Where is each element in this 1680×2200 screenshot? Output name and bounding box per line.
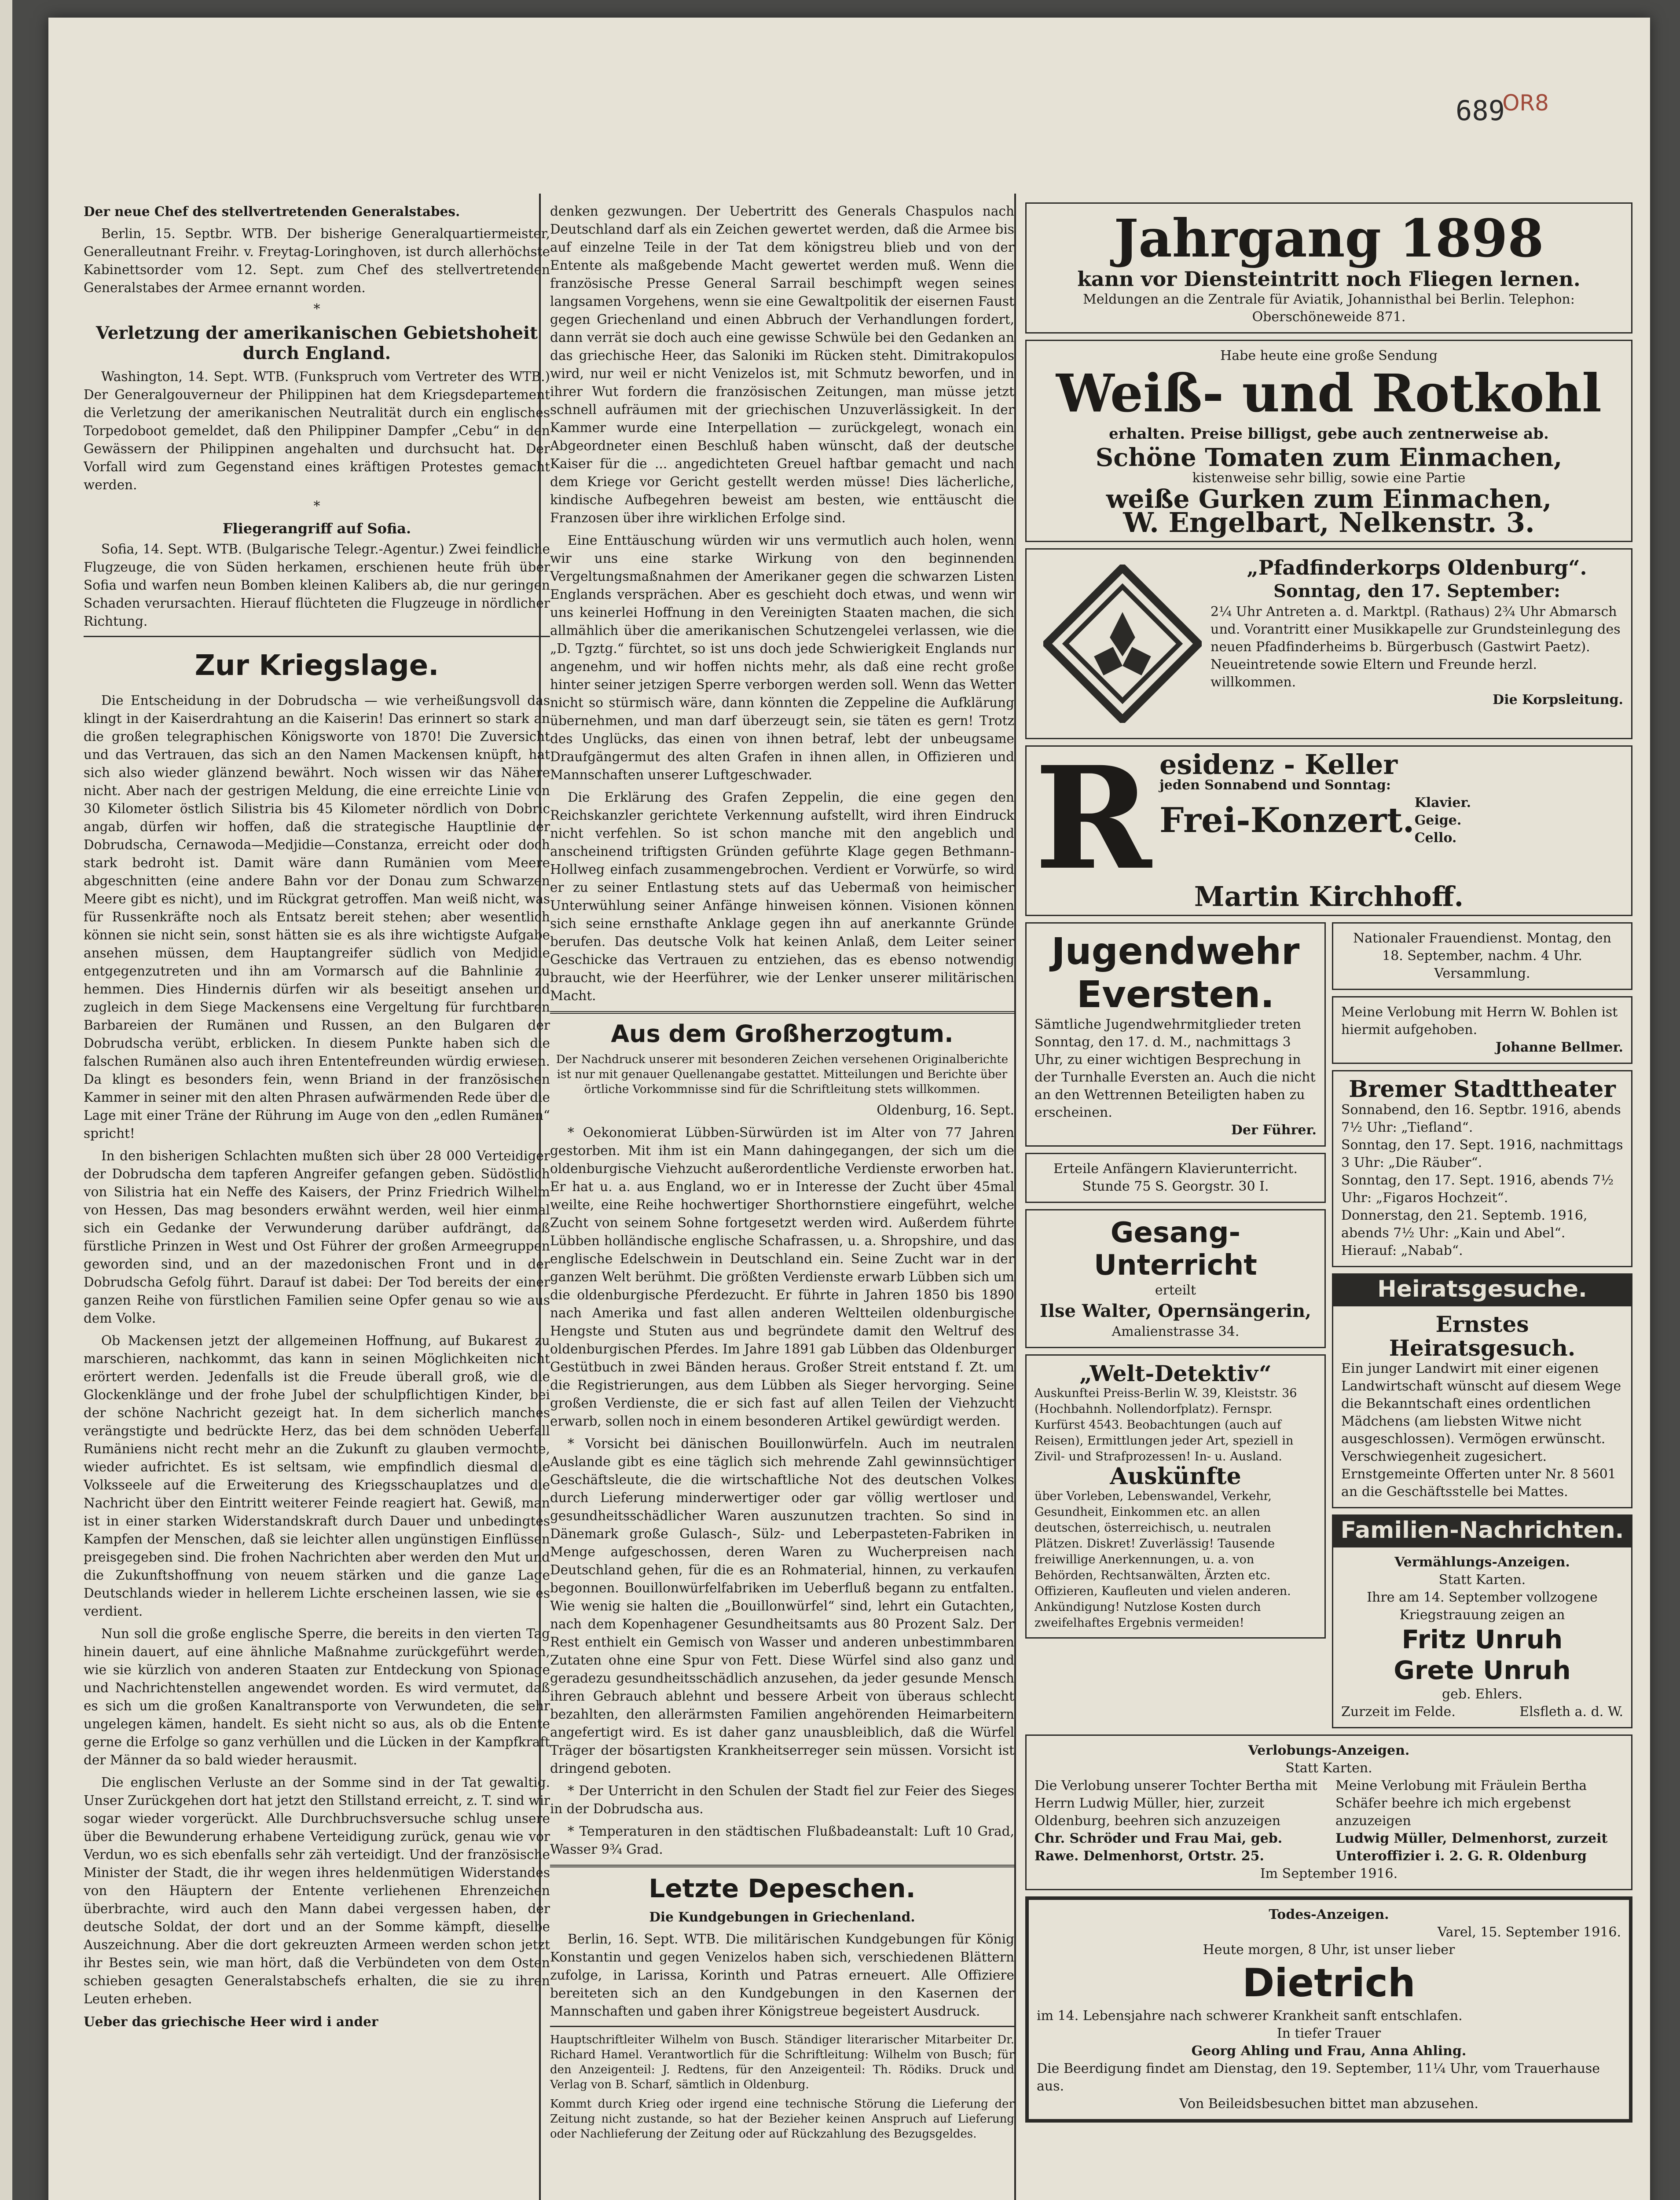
ad-text: im 14. Lebensjahre nach schwerer Krankheit sanft entschlafen. [1037, 2008, 1463, 2024]
ad-text: Ihre am 14. September vollzogene Kriegstrauung zeigen an [1367, 1590, 1598, 1623]
divider [550, 1011, 1014, 1014]
divider [84, 636, 550, 637]
ad-text: Meine Verlobung mit Herrn W. Bohlen ist hiermit aufgehoben. [1341, 1005, 1618, 1038]
article-paragraph: Nun soll die große englische Sperre, die bereits in den vierten Tag hinein dauert, auf eine ähnliche Maßnahme zurückgeführt werden, wie sie kürzlich von anderen Staaten zur Entdeckung von Spionage und Nachrichtenstellen angewendet worden. Es wird vermutet, daß es sich um die großen Kanaltransporte von Verwundeten, die sehr ungelegen kämen, handelt. Es sieht nicht so aus, als ob die Entente gerne die Erfolge so ganz verhüllen und die Lücken in der Kampfkraft der Männer da so bald wieder herausmit. [84, 1626, 550, 1767]
pfadfinder-emblem-icon [1034, 556, 1210, 732]
ad-frauendienst [1332, 922, 1632, 990]
ad-verlobung [1025, 1734, 1632, 1890]
article-paragraph: Die Entscheidung in der Dobrudscha — wie verheißungsvoll das klingt in der Kaiserdrahtung an die Kaiserin! Das erinnert so stark an die großen telegraphischen Königsworte von 1870! Die Zuversicht und das Vertrauen, das sich an den Namen Mackensen knüpft, hat sich also wieder glänzend bewährt. Noch wissen wir das Nähere nicht. Aber nach der gestrigen Meldung, die eine erreichte Linie von 30 Kilometer östlich Silistria bis 45 Kilometer nördlich von Dobric angab, dürfen wir hoffen, daß die strategische Hauptlinie der Dobrudscha, Cernawoda—Medjidie—Constanza, erreicht oder doch stark bedroht ist. Damit wäre dann Rumänien vom Meere abgeschnitten (eine andere Bahn vor der Donau zum Schwarzen Meere gibt es nicht), und im Rückgrat getroffen. Man weiß nicht, was für Russenkräfte noch als Entsatz bereit stehen; aber wesentlich können sie nicht sein, sonst hätten sie es als ihre wichtigste Aufgabe ansehen müssen, dem Hauptangreifer südlich von Medjidie entgegenzutreten und ihn am Vormarsch auf die Bahnlinie zu hemmen. Dies Hindernis dürfen wir als beseitigt ansehen und zugleich in dem Siege Mackensens eine Vergeltung für furchtbaren Barbareien der Rumänen und Russen, an den Bulgaren der Dobrudscha verübt, erblicken. In diesem Punkte haben sich die falschen Rumänen also auch ihren Ententefreunden würdig erwiesen. Da klingt es besonders fein, wenn Briand in der französischen Kammer in seiner mit den alten Phrasen aufwärmenden Rede über die Lage mit einer Träne der Rührung im Auge von den „edlen Rumänen“ spricht! [84, 693, 550, 1141]
ad-location: Elsfleth a. d. W. [1519, 1704, 1623, 1720]
column-2 [550, 202, 1014, 2146]
article-paragraph: Berlin, 16. Sept. WTB. Die militärischen Kundgebungen für König Konstantin und gegen Venizelos haben sich, verschiedenen Blättern zufolge, in Larissa, Korinth und Patras erneuert. Alle Offiziere bereiteten sich an den Kundgebungen in den Kasernen der Mannschaften und gaben ihrer Königstreue begeistert Ausdruck. [550, 1932, 1014, 2019]
ad-line: Schöne Tomaten zum Einmachen, [1095, 443, 1563, 472]
ad-pfadfinder [1025, 548, 1632, 739]
article-title: Fliegerangriff auf Sofia. [222, 520, 411, 537]
ad-text: Meine Verlobung mit Fräulein Bertha Schäfer beehre ich mich ergebenst anzuzeigen [1335, 1778, 1587, 1829]
ad-signature: Ludwig Müller, Delmenhorst, zurzeit Unteroffizier i. 2. G. R. Oldenburg [1335, 1831, 1608, 1864]
ad-subheading: Vermählungs-Anzeigen. [1394, 1555, 1570, 1570]
divider [550, 2026, 1014, 2027]
divider [550, 1865, 1014, 1867]
ad-line: W. Engelbart, Nelkenstr. 3. [1123, 506, 1535, 539]
ad-signature: Chr. Schröder und Frau Mai, geb. Rawe. Delmenhorst, Ortstr. 25. [1034, 1831, 1283, 1864]
ad-name: Fritz Unruh [1401, 1624, 1563, 1654]
article-paragraph: Die englischen Verluste an der Somme sind in der Tat gewaltig. Unser Zurückgehen dort hat jetzt den Stillstand erreicht, z. T. sind wir sogar wieder vorgerückt. Alle Durchbruchsversuche schlug unsere über die Bewunderung erhabene Verteidigung zurück, genau wie vor Verdun, wo es sich ebenfalls sehr zäh verteidigt. Und der französische Minister der Stadt, die ihr wegen ihres heldenmütigen Widerstandes von den Häuptern der Entente verliehenen Ehrenzeichen überbrachte, wird auch den Mann dabei vergessen haben, der deutsche Soldat, der dort und an der Somme kämpft, dieselbe Auszeichnung. Aber die dort gekreuzten Armeen werden schon jetzt ihr Bestes sein, wie man hört, daß die Verbündeten von dem Osten schieben gesagten Generalstabschefs erhalten, die sie zu ihren Leuten erheben. [84, 1775, 550, 2006]
ad-subtitle: jeden Sonnabend und Sonntag: [1159, 777, 1391, 793]
article-paragraph: * Oekonomierat Lübben-Sürwürden ist im Alter von 77 Jahren gestorben. Mit ihm ist ein Mann dahingegangen, der sich um die oldenburgische Viehzucht außerordentliche Verdienste erworben hat. Er hat u. a. aus England, wo er in Interesse der Zucht über 45mal weilte, eine Reihe hochwertiger Shorthornstiere eingeführt, welche Zucht von seinem Sohne fortgesetzt werden wird. Außerdem führte Lübben holländische englische Schafrassen, u. a. Shropshire, und das englische Edelschwein in Deutschland ein. Seine Zucht war in der ganzen Welt berühmt. Die größten Verdienste erwarb Lübben sich um die oldenburgische Pferdezucht. Er führte in Jahren 1850 bis 1890 nach Amerika und fast allen anderen Weltteilen oldenburgische Hengste und Stuten aus und begründete damit den Weltruf des oldenburgischen Pferdes. Im Jahre 1891 gab Lübben das Oldenburger Gestütbuch in zwei Bänden heraus. Großer Streit entstand f. Zt. um die Registrierungen, aus dem Lübben als Sieger hervorging. Seine großen Verdienste, die er sich fast auf allen Teilen der Viehzucht erwarb, sollen noch in einem besonderen Artikel gewürdigt werden. [550, 1125, 1014, 1429]
archive-stamp: OR8 [1502, 90, 1549, 116]
ad-text: Heute morgen, 8 Uhr, ist unser lieber [1203, 1942, 1455, 1958]
ad-text: Von Beileidsbesuchen bittet man abzusehen. [1179, 2096, 1478, 2112]
article-paragraph: * Temperaturen in den städtischen Flußbadeanstalt: Luft 10 Grad, Wasser 9¾ Grad. [550, 1824, 1014, 1857]
article-title: Der neue Chef des stellvertretenden Generalstabes. [84, 204, 460, 219]
ad-text: Die Verlobung unserer Tochter Bertha mit Herrn Ludwig Müller, hier, zurzeit Oldenburg, beehren sich anzuzeigen [1034, 1778, 1317, 1829]
column-1 [48, 202, 550, 2035]
category-bar: Heiratsgesuche. [1332, 1273, 1632, 1305]
ad-heading: Habe heute eine große Sendung [1220, 348, 1438, 363]
ad-signature: Die Korpsleitung. [1493, 692, 1623, 708]
ad-text: In tiefer Trauer [1277, 2026, 1381, 2041]
ad-line: weiße Gurken zum Einmachen, [1106, 484, 1552, 514]
separator-star: * [313, 301, 320, 317]
ad-kohl [1025, 340, 1632, 542]
ad-title: Weiß- und Rotkohl [1056, 363, 1602, 424]
ad-name: Ilse Walter, Opernsängerin, [1040, 1301, 1311, 1321]
ad-subtitle: kann vor Diensteintritt noch Fliegen lernen. [1077, 267, 1581, 291]
section-title: Aus dem Großherzogtum. [611, 1020, 954, 1048]
section-title: Letzte Depeschen. [649, 1874, 916, 1903]
ad-instruments: Klavier. Geige. Cello. [1414, 795, 1471, 846]
ad-todesanzeige [1025, 1896, 1632, 2123]
section-subtitle: Die Kundgebungen in Griechenland. [649, 1909, 915, 1925]
article-paragraph: Die Erklärung des Grafen Zeppelin, die eine gegen den Reichskanzler gerichtete Verkennung aufstellt, wird ihren Eindruck nicht verfehlen. So ist schon manche mit den angeblich und anscheinend triftigsten Gründen geführte Klage gegen Bethmann-Hollweg einfach zusammengebrochen. Verdient er Vorwürfe, so wird er zu seiner Entlastung stets auf das Uebermaß von heimischer Unterwühlung seiner Anfänge hinweisen können. Visionen können sich seine ernsthafte Anklage gegen ihn auf anerkannte Gründe berufen. Das deutsche Volk hat keinen Anlaß, dem Leiter seiner Geschicke das Vertrauen zu entziehen, das es ebenso notwendig braucht, wie der Heerführer, wie der Lenker unserer militärischen Macht. [550, 790, 1014, 1003]
article-body: Washington, 14. Sept. WTB. (Funkspruch vom Vertreter des WTB.) Der Generalgouverneur der Philippinen hat dem Kriegsdepartement die Verletzung der amerikanischen Neutralität durch ein englisches Torpedoboot gemeldet, daß den Philippiner Dampfer „Cebu“ in den Gewässern der Philippinen angehalten und durchsucht hat. Der Vorfall wird zum Gegenstand eines kräftigen Protestes gemacht werden. [84, 369, 550, 492]
imprint: Hauptschriftleiter Wilhelm von Busch. Ständiger literarischer Mitarbeiter Dr. Richard Hamel. Verantwortlich für die Schriftleitung: Wilhelm von Busch; für den Anzeigenteil: J. Redtens, für den Anzeigenteil: Th. Rödiks. Druck und Verlag von B. Scharf, sämtlich in Oldenburg. [550, 2033, 1014, 2091]
ad-name: Dietrich [1242, 1960, 1416, 2006]
ad-text: Sämtliche Jugendwehrmitglieder treten Sonntag, den 17. d. M., nachmittags 3 Uhr, zu einer wichtigen Besprechung in der Turnhalle Eversten an. Auch die nicht an den Wettrennen Beteiligten haben zu erscheinen. [1034, 1017, 1316, 1120]
ad-signature: Johanne Bellmer. [1495, 1040, 1623, 1055]
article-paragraph: Ob Mackensen jetzt der allgemeinen Hoffnung, auf Bukarest zu marschieren, nachkommt, das kann in seinen Möglichkeiten nicht erörtert werden. Jedenfalls ist die Freude überall groß, wie die Glockenklänge und der frohe Jubel der schulpflichtigen Kinder, bei der schöne Nachricht gezeigt hat. In dem sicherlich manches verängstigte und bedrückte Herz, das bei dem schnöden Ueberfall Rumäniens nicht recht mehr an die Zukunft zu glauben vermochte, wieder aufrichtet. Es ist seltsam, wie empfindlich diesmal die Volksseele auf die Erweiterung des Kriegsschauplatzes und die Nachricht über den Eintritt weiterer Feinde reagiert hat. Gewiß, man ist in einer starken Widerstandskraft durch Dauer und unbedingtes Kampfen der Menschen, daß sie leichter allen ungünstigen Einflüssen preisgegeben sind. Die frohen Nachrichten aber werden den Mut und die Zukunftshoffnung von neuem stärken und die ganze Lage Deutschlands wieder in hellerem Lichte erscheinen lassen, wie sie es verdient. [84, 1333, 550, 1619]
section-title: Zur Kriegslage. [194, 649, 439, 682]
ad-big: Auskünfte [1110, 1463, 1241, 1490]
article-paragraph: * Vorsicht bei dänischen Bouillonwürfeln. Auch im neutralen Auslande gibt es eine täglich sich mehrende Zahl gewinnsüchtiger Geschäftsleute, die die wirtschaftliche Not des deutschen Volkes durch Lieferung minderwertiger oder gar völlig wertloser und gesundheitsschädlicher Waren auszunutzen trachten. So sind in Dänemark große Gulasch-, Sülz- und Leberpasteten-Fabriken in Menge aufgeschossen, deren Waren zu Wucherpreisen nach Deutschland gehen, für die es an Rohmaterial, hinnen, zu verkaufen begonnen. Bouillonwürfelfabriken im Ueberfluß begann zu entfalten. Wie wenig sie halten die „Bouillonwürfel“ sind, lehrt ein Gutachten, nach dem Kopenhagener Gesundheitsamts aus 80 Prozent Salz. Der Rest enthielt ein Gemisch von Wasser und anderen unbestimmbaren Zutaten ohne eine Spur von Fett. Diese Würfel sind also ganz und geradezu gesundheitsschädlich anzusehen, da jeder gesunde Mensch ihren Gebrauch ablehnt und bessere Arbeit von überaus schlecht bezahlten, den allerärmsten Familien angehörenden Heimarbeitern angefertigt wird. Es ist daher ganz unausbleiblich, daß die Würfel Träger der bösartigsten Krankheitserreger sein müssen. Vorsicht ist dringend geboten. [550, 1436, 1014, 1776]
ad-initial: R [1034, 745, 1152, 901]
ad-heiratsgesuch [1332, 1305, 1632, 1508]
article-body: Berlin, 15. Septbr. WTB. Der bisherige Generalquartiermeister, Generalleutnant Freihr. v. Freytag-Loringhoven, ist durch allerhöchste Kabinettsorder vom 12. Sept. zum Chef des stellvertretenden Generalstabes der Armee ernannt worden. [84, 226, 550, 295]
ad-vermaehlung [1332, 1546, 1632, 1728]
ad-subheading: Verlobungs-Anzeigen. [1248, 1743, 1410, 1758]
ad-name: Martin Kirchhoff. [1194, 880, 1464, 913]
category-bar: Familien-Nachrichten. [1332, 1514, 1632, 1546]
ad-klavier [1025, 1153, 1326, 1203]
ad-statt: Statt Karten. [1285, 1760, 1372, 1776]
article-title: Verletzung der amerikanischen Gebietshoheit durch England. [96, 323, 538, 363]
ad-title: Gesang-Unterricht [1094, 1217, 1257, 1282]
ad-text: Auskunftei Preiss-Berlin W. 39, Kleiststr. 36 (Hochbahnh. Nollendorfplatz). Fernspr. Kurfürst 4543. Beobachtungen (auch auf Reisen), Ermittlungen jeder Art, speziell in Zivil- und Strafprozessen! In- u. Ausland. [1034, 1386, 1297, 1463]
ad-title: esidenz - Keller [1159, 748, 1398, 781]
ad-title: Bremer Stadttheater [1349, 1076, 1616, 1103]
ad-title: Jugendwehr Eversten. [1051, 930, 1300, 1016]
ad-name: Grete Unruh [1394, 1655, 1571, 1685]
ad-title: Jahrgang 1898 [1114, 208, 1544, 269]
ad-signature: Georg Ahling und Frau, Anna Ahling. [1191, 2043, 1467, 2059]
ad-line: erhalten. Preise billigst, gebe auch zentnerweise ab. [1109, 425, 1549, 443]
article-paragraph: Eine Enttäuschung würden wir uns vermutlich auch holen, wenn wir uns eine starke Wirkung von den beginnenden Vergeltungsmaßnahmen der Amerikaner gegen die schwarzen Listen Englands versprächen. Aber es geschieht doch etwas, und wenn wir uns keinerlei Hoffnung in den Vereinigten Staaten machen, die sich allmählich über die amerikanischen Schutzengelei verlassen, wie die „D. Tgztg.“ fürchtet, so ist uns doch jede Schwierigkeit Englands nur angenehm, und wir hoffen nichts mehr, als daß eine recht große hinter seiner jetzigen Sperre verborgen werden soll. Wenn das Wetter nicht so stürmisch wäre, dann könnten die Zeppeline die Aufklärung übernehmen, und man darf überzeugt sein, sie täten es gern! Trotz des Unglücks, das einen von ihnen betraf, lebt der unbeugsame Draufgängermut des alten Grafen in ihnen allen, in Offizieren und Mannschaften unserer Luftgeschwader. [550, 533, 1014, 782]
ad-text: Sonnabend, den 16. Septbr. 1916, abends 7½ Uhr: „Tiefland“. [1341, 1102, 1621, 1135]
ad-jahrgang [1025, 202, 1632, 334]
ad-text: Sonntag, den 17. Sept. 1916, nachmittags 3 Uhr: „Die Räuber“. [1341, 1137, 1623, 1170]
ad-text: Meldungen an die Zentrale für Aviatik, Johannisthal bei Berlin. Telephon: Oberschöneweide 871. [1083, 292, 1575, 325]
ad-text: geb. Ehlers. [1442, 1687, 1523, 1702]
ad-title: Ernstes Heiratsgesuch. [1389, 1311, 1576, 1361]
ad-text: Die Beerdigung findet am Dienstag, den 19. September, 11¼ Uhr, vom Trauerhause aus. [1037, 2061, 1600, 2094]
ad-signature: Der Führer. [1231, 1122, 1317, 1138]
ad-text: über Vorleben, Lebenswandel, Verkehr, Gesundheit, Einkommen etc. an allen deutschen, österreichisch, u. neutralen Plätzen. Diskret! Zuverlässig! Tausende freiwillige Anerkennungen, u. a. von Behörden, Rechtsanwälten, Ärzten etc. Offizieren, Kaufleuten und vielen anderen. Ankündigung! Nutzlose Kosten durch zweifelhaftes Ergebnis vermeiden! [1034, 1489, 1291, 1630]
article-paragraph: denken gezwungen. Der Uebertritt des Generals Chaspulos nach Deutschland darf als ein Zeichen gewertet werden, daß die Armee bis auf einzelne Teile in der Tat dem königstreu blieb und von der Entente als maßgebende Macht gewertet werden muß. Wenn die französische Presse General Sarrail beschimpft wegen seines langsamen Vorgehens, wenn sie eine Gewaltpolitik der eisernen Faust gegen Griechenland und einen Abbruch der Verhandlungen fordert, dann verrät sie doch auch eine gewisse Schwüle bei den Gedanken an das griechische Heer, das Saloniki im Rücken steht. Dimitrakopulos wird, nur weil er nicht Venizelos ist, mit Schmutz beworfen, und in ihrer Wut fordern die französischen Zeitungen, man müsse jetzt schnell aufräumen mit der griechischen Unzuverlässigkeit. In der Kammer wurde eine Interpellation — zurückgelegt, wonach ein Abgeordneter einen Beschluß haben wünscht, daß der deutsche Kaiser für die ... angedichteten Greuel haftbar gemacht und nach dem Kriege vor Gericht gestellt werden müsse! Dies lächerliche, kindische Aufbegehren beweist am besten, wie enttäuscht die Franzosen über ihre wirklichen Erfolge sind. [550, 204, 1014, 525]
ad-gesang [1025, 1209, 1326, 1348]
ad-address: Amalienstrasse 34. [1111, 1324, 1240, 1339]
article-continuation: Ueber das griechische Heer wird i ander [84, 2014, 378, 2029]
article-paragraph: * Der Unterricht in den Schulen der Stadt fiel zur Feier des Sieges in der Dobrudscha aus. [550, 1783, 1014, 1816]
separator-star: * [313, 499, 320, 514]
page-left-edge [0, 0, 12, 2200]
ad-subheading: Todes-Anzeigen. [1269, 1907, 1389, 1922]
ad-jugendwehr [1025, 922, 1326, 1147]
newspaper-page [48, 18, 1650, 2200]
ad-statt: Statt Karten. [1438, 1572, 1526, 1588]
ad-date: Varel, 15. September 1916. [1437, 1925, 1621, 1940]
ad-title: „Pfadfinderkorps Oldenburg“. [1247, 556, 1587, 579]
ad-date: Im September 1916. [1260, 1866, 1398, 1881]
column-3-ads [1025, 202, 1632, 2129]
ad-date: Sonntag, den 17. September: [1273, 581, 1560, 601]
ad-text: Donnerstag, den 21. Septemb. 1916, abends 7½ Uhr: „Kain und Abel“. Hierauf: „Nabab“. [1341, 1208, 1588, 1258]
ad-title: „Welt-Detektiv“ [1079, 1360, 1272, 1386]
article-paragraph: In den bisherigen Schlachten mußten sich über 28 000 Verteidiger der Dobrudscha dem tapferen Angreifer gefangen geben. Südöstlich von Silistria hat ein Neffe des Kaisers, der Prinz Friedrich Wilhelm von Hessen, Das mag besonders erwähnt werden, weil hier einmal sich ein Gedanke der Verwunderung darüber aufdrängt, daß fürstliche Prinzen in West und Ost Führer der großen Armeegruppen geworden sind, und an der mazedonischen Front und in der Dobrudscha Gefolg führt. Darauf ist dabei: Der Tod bereits der einer ganzen Reihe von fürstlichen Familien seine Opfer genau so wie aus dem Volke. [84, 1148, 550, 1326]
ad-text: Sonntag, den 17. Sept. 1916, abends 7½ Uhr: „Figaros Hochzeit“. [1341, 1173, 1614, 1206]
ad-welt-detektiv [1025, 1354, 1326, 1639]
article-body: Sofia, 14. Sept. WTB. (Bulgarische Telegr.-Agentur.) Zwei feindliche Flugzeuge, die von Süden herkamen, erschienen heute früh über Sofia und warfen neun Bomben kleinen Kalibers ab, die nur geringen Schaden verursachten. Hierauf flüchteten die Flugzeuge in nördlicher Richtung. [84, 542, 550, 629]
ad-text: Ein junger Landwirt mit einer eigenen Landwirtschaft wünscht auf diesem Wege die Bekanntschaft eines ordentlichen Mädchens (am liebsten Witwe nicht ausgeschlossen). Vermögen erwünscht. Verschwiegenheit zugesichert. Ernstgemeinte Offerten unter Nr. 8 5601 an die Geschäftsstelle bei Mattes. [1341, 1361, 1621, 1500]
ad-text: Nationaler Frauendienst. Montag, den 18. September, nachm. 4 Uhr. Versammlung. [1353, 931, 1611, 981]
ad-big: Frei-Konzert. [1159, 800, 1415, 840]
ad-text: Erteile Anfängern Klavierunterricht. Stunde 75 S. Georgstr. 30 I. [1053, 1161, 1298, 1194]
dateline: Oldenburg, 16. Sept. [877, 1103, 1014, 1118]
delivery-notice: Kommt durch Krieg oder irgend eine technische Störung die Lieferung der Zeitung nicht zustande, so hat der Bezieher keinen Anspruch auf Lieferung oder Nachlieferung der Zeitung oder auf Rückzahlung des Bezugsgeldes. [550, 2097, 1014, 2141]
page-number: 689 [1456, 95, 1505, 127]
section-note: Der Nachdruck unserer mit besonderen Zeichen versehenen Originalberichte ist nur mit genauer Quellenangabe gestattet. Mitteilungen und Berichte über örtliche Vorkommnisse sind für die Schriftleitung stets willkommen. [556, 1053, 1009, 1096]
ad-residenz-keller [1025, 745, 1632, 916]
ad-location: Zurzeit im Felde. [1341, 1704, 1456, 1720]
column-rule-2 [1014, 194, 1016, 2200]
ad-entlobung [1332, 996, 1632, 1064]
ad-stadttheater [1332, 1070, 1632, 1267]
ad-text: 2¼ Uhr Antreten a. d. Marktpl. (Rathaus) 2¾ Uhr Abmarsch und. Vorantritt einer Musikkapelle zur Grundsteinlegung des neuen Pfadfinderheims b. Bürgerbusch (Gastwirt Paetz). Neueintretende sowie Eltern und Freunde herzl. willkommen. [1210, 604, 1621, 690]
ad-text: erteilt [1155, 1283, 1196, 1298]
ad-line: kistenweise sehr billig, sowie eine Partie [1192, 470, 1466, 486]
